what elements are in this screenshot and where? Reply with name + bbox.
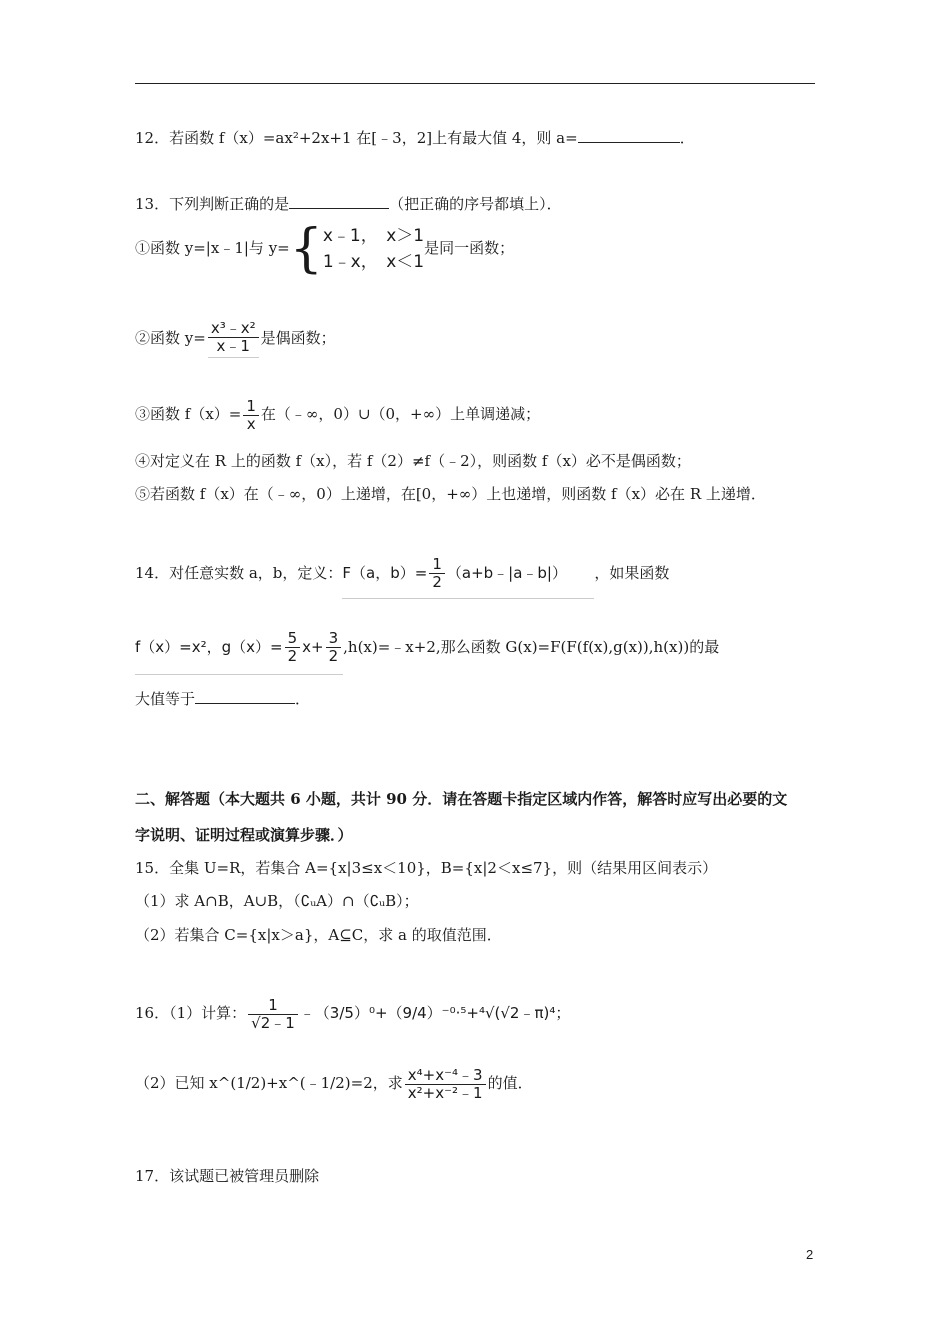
question-13-stem: 13．下列判断正确的是 （把正确的序号都填上）． — [135, 195, 562, 213]
question-12: 12．若函数 f（x）=ax²+2x+1 在[﹣3，2]上有最大值 4，则 a= ． — [135, 129, 695, 147]
question-13-option-4: ④对定义在 R 上的函数 f（x），若 f（2）≠f（﹣2），则函数 f（x）必不是偶函数； — [135, 452, 691, 470]
fraction: $\frac{1}{x}$ — [243, 398, 259, 433]
question-15-part-1: （1）求 A∩B，A∪B，（∁ᵤA）∩（∁ᵤB）； — [135, 892, 419, 910]
question-15-part-2: （2）若集合 C={x|x＞a}，A⊆C，求 a 的取值范围． — [135, 926, 502, 944]
question-13-option-2: ②函数 y= $\frac{\text{x³﹣x²}}{x﹣1}$ 是偶函数； — [135, 308, 336, 368]
fraction: $\frac{\text{x³﹣x²}}{x﹣1}$ — [208, 320, 259, 358]
fraction: $\frac{1}{2}$ — [429, 556, 445, 591]
definition-formula: F（a，b）= $\frac{1}{2}$ （a+b﹣|a﹣b|） — [342, 550, 594, 599]
piecewise-cases: x﹣1， x＞1 1﹣x， x＜1 — [322, 226, 425, 272]
question-15-stem: 15．全集 U=R，若集合 A={x|3≤x＜10}，B={x|2＜x≤7}，则（结果用区间表示） — [135, 859, 718, 877]
question-14-line-3: 大值等于 ． — [135, 690, 311, 708]
answer-blank-13[interactable] — [289, 194, 389, 209]
left-brace: { — [289, 219, 323, 279]
section-2-heading-cont: 字说明、证明过程或演算步骤．） — [135, 826, 353, 844]
question-13-option-1: ①函数 y=|x﹣1|与 y={ x﹣1， x＞1 1﹣x， x＜1 是同一函数； — [135, 219, 515, 279]
fraction: $\frac{3}{2}$ — [326, 630, 342, 665]
answer-blank-12[interactable] — [578, 128, 680, 143]
question-17: 17．该试题已被管理员删除 — [135, 1167, 320, 1185]
fraction: $\frac{\text{x⁴+x⁻⁴﹣3}}{\text{x²+x⁻²﹣1}}$ — [405, 1067, 486, 1102]
answer-blank-14[interactable] — [195, 689, 295, 704]
question-16-part-2: （2）已知 x^(1/2)+x^(﹣1/2)=2，求 $\frac{\text{x⁴+x⁻⁴﹣3}}{\text{x²+x⁻²﹣1}}$ 的值． — [135, 1065, 533, 1102]
question-13-option-3: ③函数 f（x）= $\frac{1}{x}$ 在（﹣∞，0）∪（0，+∞）上单调递减； — [135, 396, 541, 433]
page-number: 2 — [806, 1247, 814, 1262]
question-14-line-1: 14．对任意实数 a，b，定义：F（a，b）= $\frac{1}{2}$ （a+b﹣|a﹣b|） ，如果函数 — [135, 550, 669, 596]
function-formula: f（x）=x²，g（x）= $\frac{5}{2}$ x+ $\frac{3}{2}$ — [135, 622, 343, 675]
header-rule — [135, 83, 815, 84]
fraction: $\frac{5}{2}$ — [285, 630, 301, 665]
question-16-part-1: 16．（1）计算： $\frac{1}{√2﹣1}$ ﹣（3/5）⁰+（9/4）⁻⁰·⁵+⁴√(√2﹣π)⁴； — [135, 995, 571, 1032]
section-2-heading: 二、解答题（本大题共 6 小题，共计 90 分．请在答题卡指定区域内作答，解答时应写出必要的文 — [135, 790, 788, 808]
question-14-line-2: f（x）=x²，g（x）= $\frac{5}{2}$ x+ $\frac{3}{2}$ ,h(x)=﹣x+2,那么函数 G(x)=F(F(f(x),g(x)),h(x))的最 — [135, 622, 719, 672]
question-13-option-5: ⑤若函数 f（x）在（﹣∞，0）上递增，在[0，+∞）上也递增，则函数 f（x）必在 R 上递增． — [135, 485, 766, 503]
fraction: $\frac{1}{√2﹣1}$ — [248, 997, 298, 1032]
